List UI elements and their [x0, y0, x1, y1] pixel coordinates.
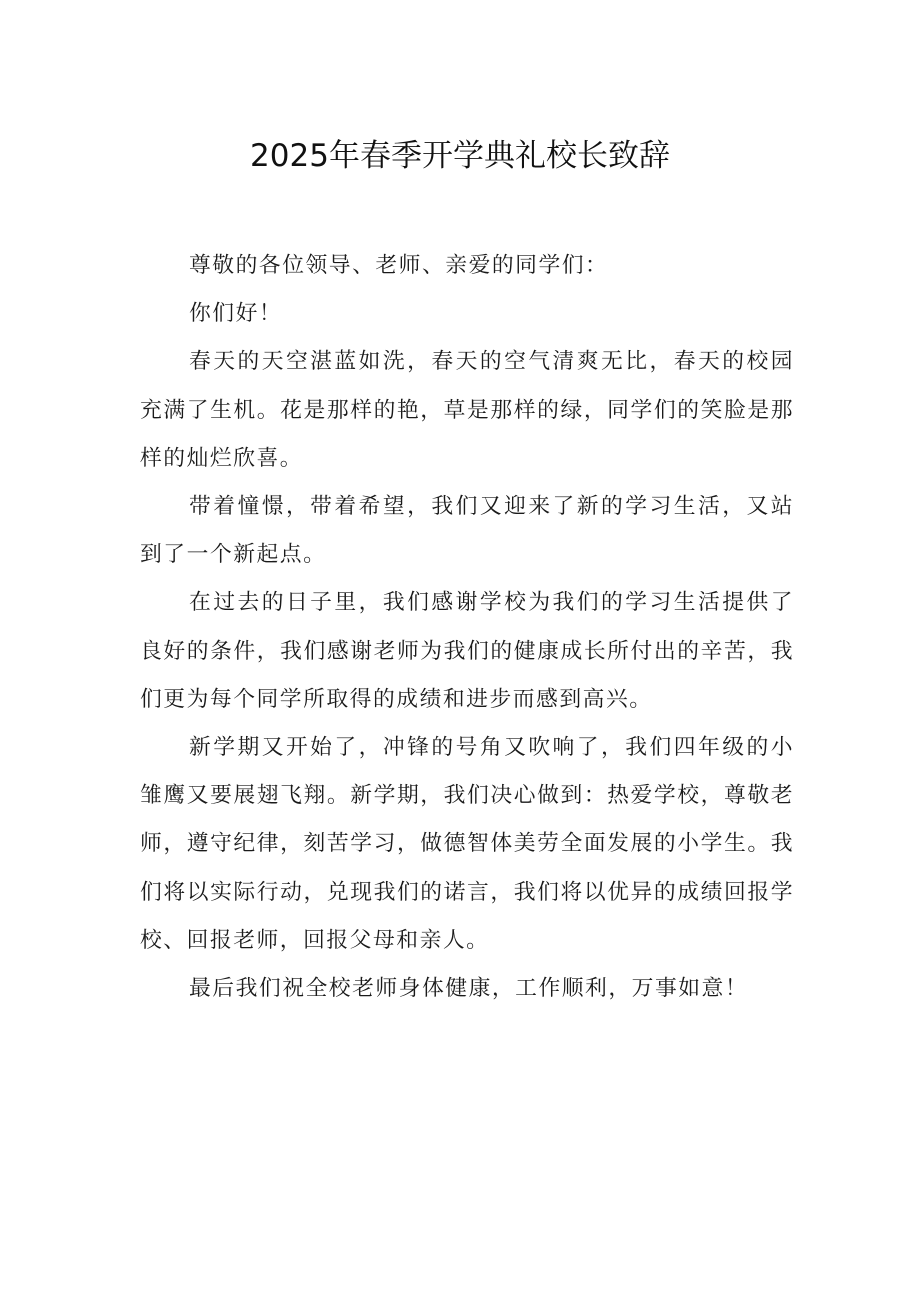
paragraph-gratitude: 在过去的日子里，我们感谢学校为我们的学习生活提供了良好的条件，我们感谢老师为我们的健康成长所付出的辛苦，我们更为每个同学所取得的成绩和进步而感到高兴。 [140, 590, 794, 712]
salutation: 尊敬的各位领导、老师、亲爱的同学们： [189, 253, 609, 278]
greeting: 你们好！ [189, 301, 283, 327]
paragraph-resolution: 新学期又开始了，冲锋的号角又吹响了，我们四年级的小雏鹰又要展翅飞翔。新学期，我们决心做到：热爱学校，尊敬老师，遵守纪律，刻苦学习，做德智体美劳全面发展的小学生。我们将以实际行动，兑现我们的诺言，我们将以优异的成绩回报学校、回报老师，回报父母和亲人。 [140, 735, 794, 953]
document-title: 2025年春季开学典礼校长致辞 [250, 138, 670, 174]
document-body [140, 242, 794, 1013]
paragraph-closing: 最后我们祝全校老师身体健康，工作顺利，万事如意！ [189, 976, 749, 1002]
paragraph-new-start: 带着憧憬，带着希望，我们又迎来了新的学习生活，又站到了一个新起点。 [140, 494, 794, 568]
paragraph-spring: 春天的天空湛蓝如洗，春天的空气清爽无比，春天的校园充满了生机。花是那样的艳，草是那样的绿，同学们的笑脸是那样的灿烂欣喜。 [140, 349, 794, 471]
